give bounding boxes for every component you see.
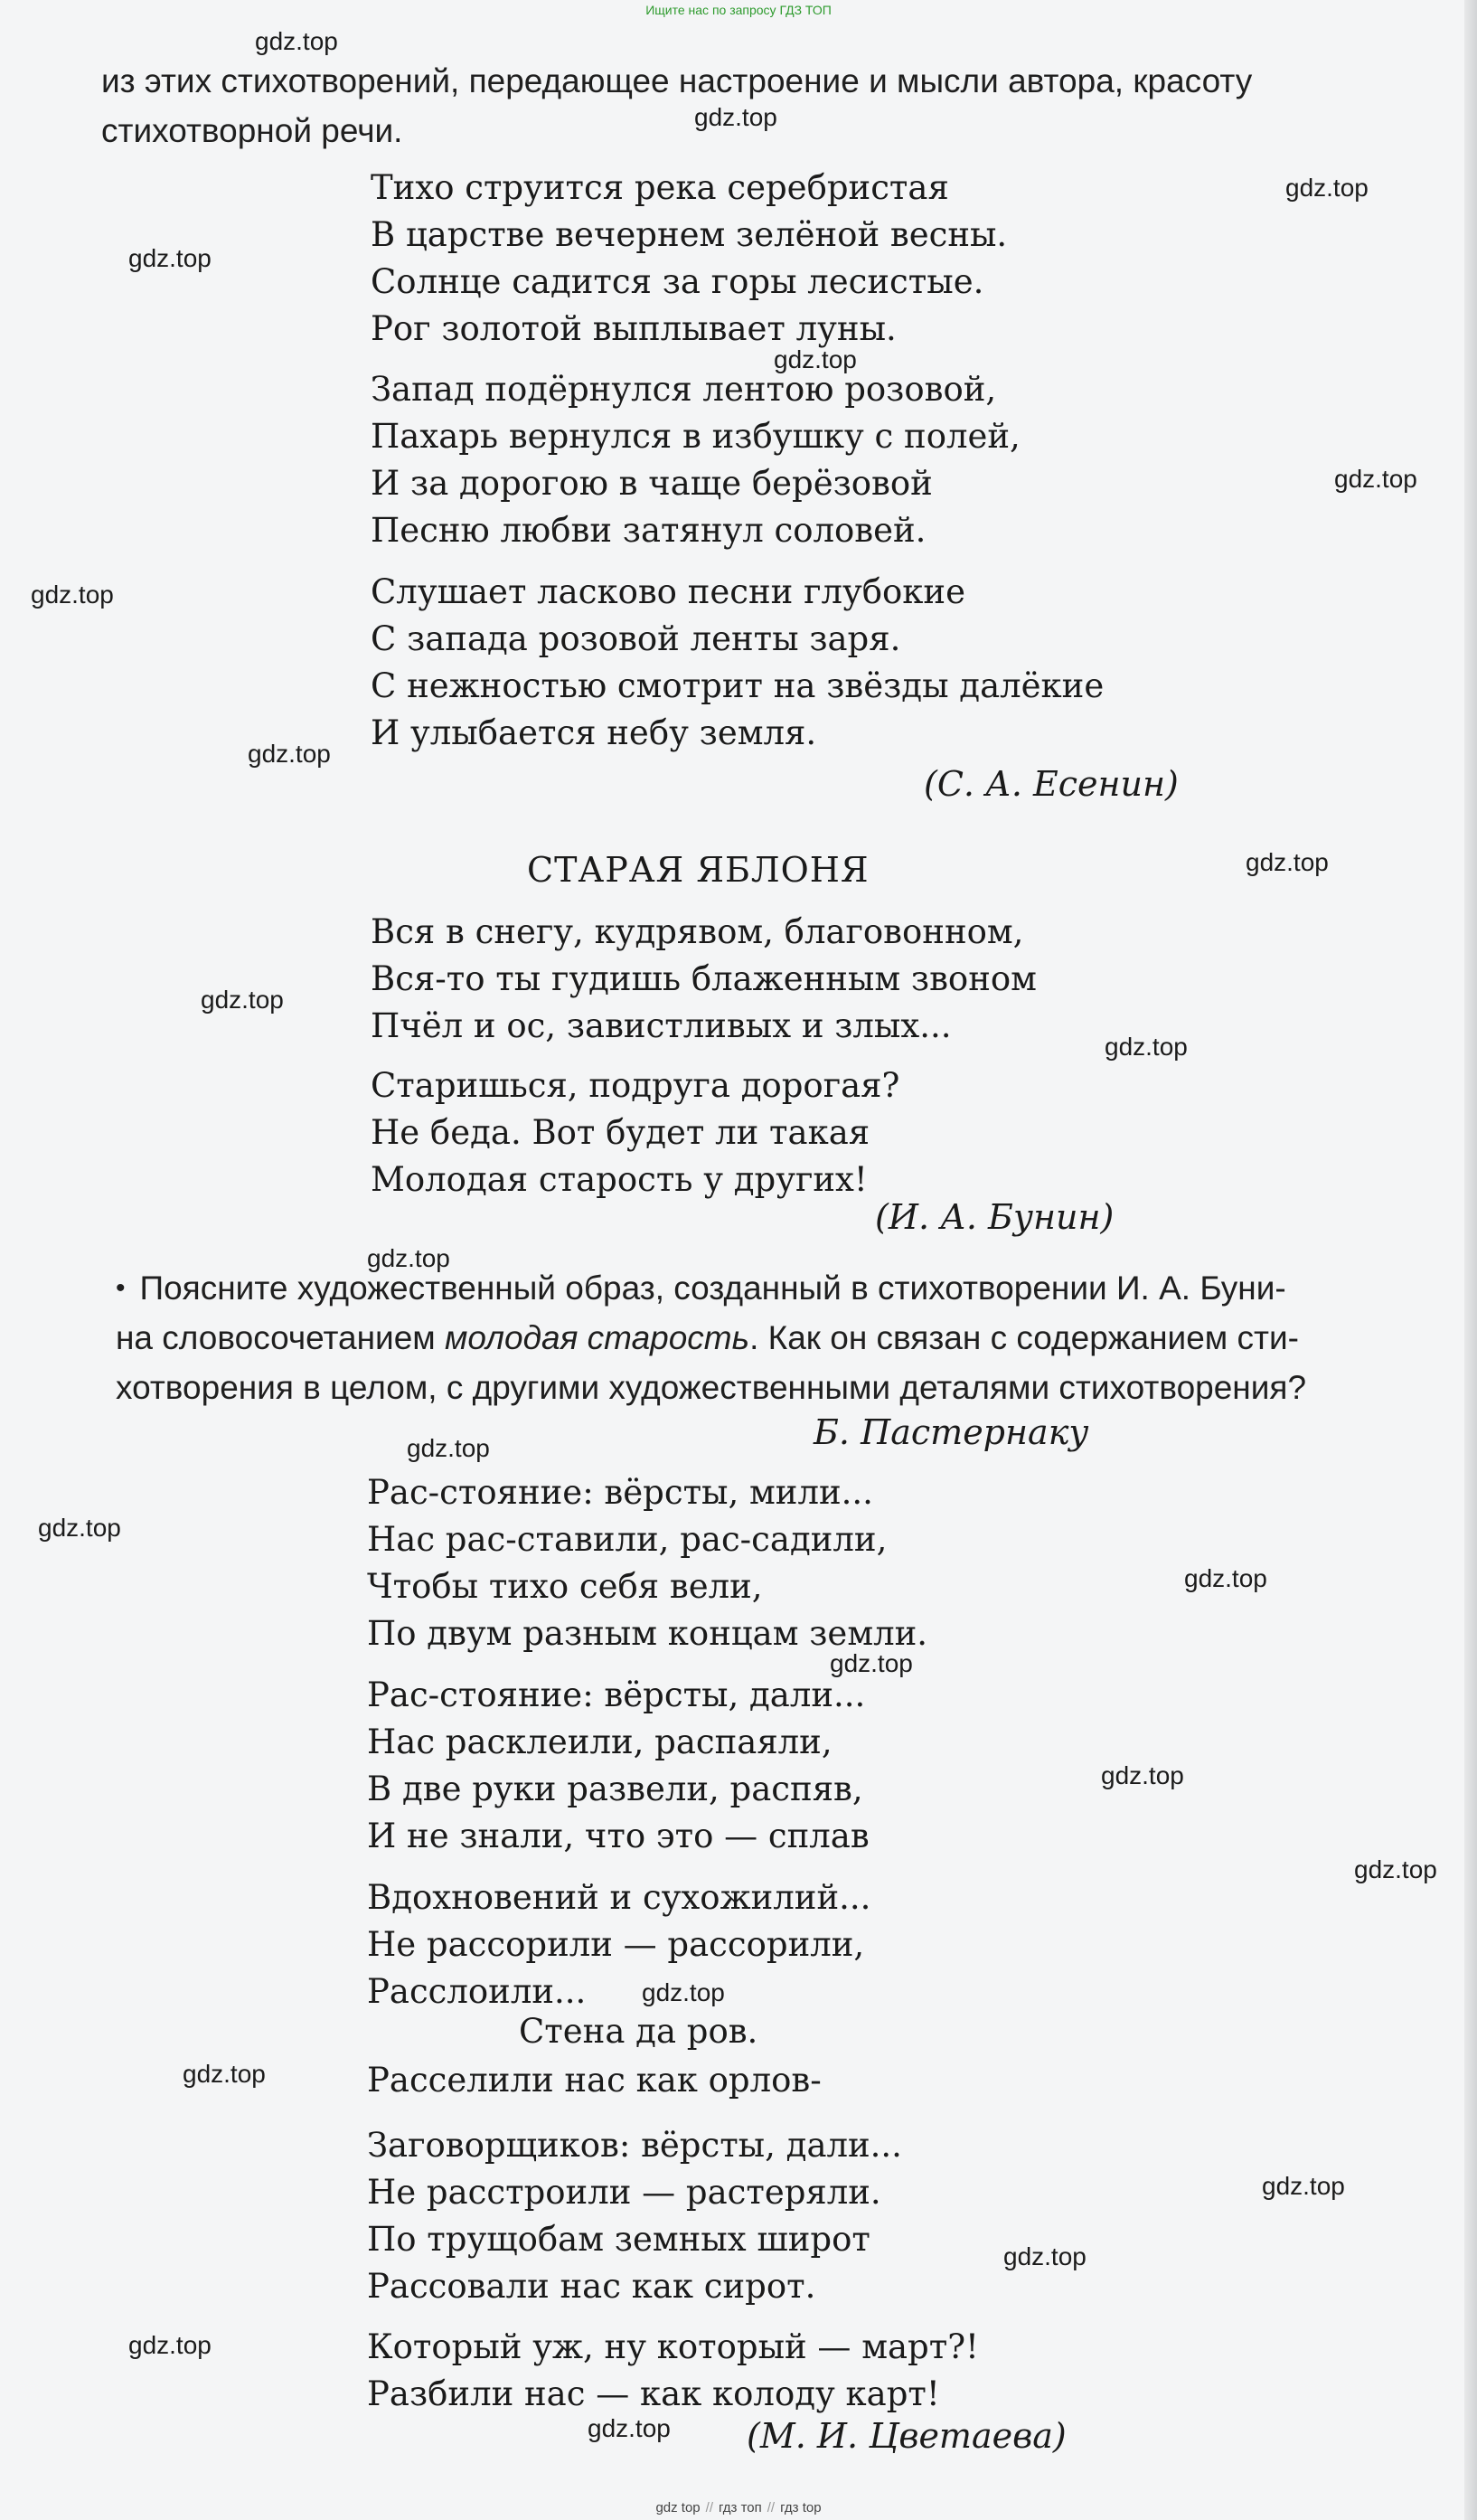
watermark: gdz.top (830, 1649, 913, 1677)
watermark: gdz.top (1184, 1564, 1267, 1592)
watermark: gdz.top (1354, 1855, 1437, 1883)
poem-line: Расслоили... (367, 1972, 587, 2011)
watermark: gdz.top (642, 1978, 725, 2006)
poem-line: Который уж, ну который — март?! (367, 2327, 979, 2366)
poem3-stanza-5 (367, 2122, 902, 2310)
poem-line: Песню любви затянул соловей. (371, 511, 927, 550)
watermark: gdz.top (1105, 1033, 1188, 1061)
poem1-stanza-1 (371, 165, 1007, 353)
page-edge (1464, 0, 1477, 2520)
poem2-stanza-1 (371, 909, 1037, 1050)
poem-line: Чтобы тихо себя вели, (367, 1567, 763, 1606)
poem2-author: (И. А. Бунин) (875, 1197, 1115, 1237)
watermark: gdz.top (31, 580, 114, 609)
bottom-banner[interactable] (0, 2496, 1477, 2520)
poem-line: Рас-стояние: вёрсты, мили... (367, 1473, 873, 1512)
poem-line: Солнце садится за горы лесистые. (371, 262, 984, 301)
bottom-link[interactable]: gdz top (655, 2500, 701, 2515)
watermark: gdz.top (407, 1434, 490, 1462)
poem-line: В царстве вечернем зелёной весны. (371, 215, 1008, 254)
watermark: gdz.top (367, 1244, 450, 1272)
poem3-indented-line: Стена да ров. (519, 2012, 758, 2051)
poem-line: Не расстроили — растеряли. (367, 2173, 881, 2212)
watermark: gdz.top (588, 2414, 671, 2442)
poem1-stanza-3 (371, 569, 1104, 757)
poem-line: Рас-стояние: вёрсты, дали... (367, 1675, 866, 1714)
poem-line: И не знали, что это — сплав (367, 1817, 870, 1855)
task-line: хотворения в целом, с другими художественными деталями стихотворения? (116, 1369, 1307, 1406)
task-line-text: Поясните художественный образ, созданный в стихотворении И. А. Буни- (139, 1269, 1286, 1307)
bullet-icon: • (116, 1273, 126, 1303)
task-line (116, 1263, 1417, 1313)
poem3-stanza-1 (367, 1469, 927, 1657)
watermark: gdz.top (38, 1514, 121, 1542)
poem-line: Слушает ласково песни глубокие (371, 572, 965, 611)
poem-line: С запада розовой ленты заря. (371, 619, 901, 658)
task-line-text: . Как он связан с содержанием сти- (749, 1319, 1299, 1356)
poem-line: С нежностью смотрит на звёзды далёкие (371, 666, 1105, 705)
task-line (116, 1313, 1417, 1363)
poem3-author: (М. И. Цветаева) (747, 2416, 1067, 2456)
poem-line: По двум разным концам земли. (367, 1614, 928, 1653)
watermark: gdz.top (774, 345, 857, 373)
poem-line: Нас расклеили, распаяли, (367, 1722, 833, 1761)
poem-line: Вдохновений и сухожилий... (367, 1878, 871, 1917)
poem-line: Тихо струится река серебристая (371, 168, 949, 207)
separator: // (767, 2500, 776, 2515)
poem3-stanza-6 (367, 2324, 979, 2418)
poem3-dedication: Б. Пастернаку (814, 1412, 1089, 1452)
poem1-author: (С. А. Есенин) (924, 764, 1179, 804)
task-line-text: на словосочетанием (116, 1319, 446, 1356)
watermark: gdz.top (1334, 465, 1417, 493)
poem-line: И за дорогою в чаще берёзовой (371, 464, 933, 503)
poem-line: Пчёл и ос, завистливых и злых... (371, 1006, 952, 1045)
task-emphasis: молодая старость (445, 1319, 750, 1356)
poem-line: Рог золотой выплывает луны. (371, 309, 897, 348)
poem-line: Не рассорили — рассорили, (367, 1925, 865, 1964)
watermark: gdz.top (128, 2331, 212, 2359)
watermark: gdz.top (1246, 848, 1329, 876)
poem-line: В две руки развели, распяв, (367, 1770, 863, 1808)
poem-line: Разбили нас — как колоду карт! (367, 2374, 940, 2413)
separator: // (705, 2500, 713, 2515)
poem-line: Вся в снегу, кудрявом, благовонном, (371, 912, 1024, 951)
intro-line: из этих стихотворений, передающее настроение и мысли автора, красоту (101, 62, 1253, 99)
poem3-stanza-3 (367, 1874, 870, 2015)
intro-line: стихотворной речи. (101, 112, 403, 149)
poem3-stanza-2 (367, 1672, 870, 1860)
watermark: gdz.top (1101, 1761, 1184, 1789)
poem-line: Вся-то ты гудишь блаженным звоном (371, 959, 1037, 998)
poem-line: Расселили нас как орлов- (367, 2061, 822, 2100)
watermark: gdz.top (248, 740, 331, 768)
top-banner[interactable]: Ищите нас по запросу ГДЗ ТОП (645, 3, 832, 17)
watermark: gdz.top (694, 103, 777, 131)
poem-line: Нас рас-ставили, рас-садили, (367, 1520, 888, 1559)
poem-line: Рассовали нас как сирот. (367, 2267, 816, 2306)
poem-line: Заговорщиков: вёрсты, дали... (367, 2126, 902, 2165)
poem3-stanza-4 (367, 2057, 822, 2104)
watermark: gdz.top (183, 2060, 266, 2088)
poem-line: И улыбается небу земля. (371, 713, 817, 752)
watermark: gdz.top (128, 244, 212, 272)
poem-line: По трущобам земных широт (367, 2220, 870, 2259)
poem-line: Запад подёрнулся лентою розовой, (371, 370, 997, 409)
poem-line: Не беда. Вот будет ли такая (371, 1113, 870, 1152)
bottom-link[interactable]: гдз top (780, 2500, 822, 2515)
poem-line: Молодая старость у других! (371, 1160, 868, 1199)
watermark: gdz.top (201, 986, 284, 1014)
watermark: gdz.top (1262, 2172, 1345, 2200)
poem-line: Пахарь вернулся в избушку с полей, (371, 417, 1021, 456)
watermark: gdz.top (1285, 174, 1369, 202)
poem-line: Старишься, подруга дорогая? (371, 1066, 900, 1105)
task-text (116, 1263, 1417, 1412)
poem2-stanza-2 (371, 1062, 899, 1203)
watermark: gdz.top (255, 27, 338, 55)
poem2-title: СТАРАЯ ЯБЛОНЯ (527, 850, 870, 890)
poem1-stanza-2 (371, 366, 1021, 554)
watermark: gdz.top (1003, 2242, 1087, 2270)
bottom-link[interactable]: гдз топ (719, 2500, 762, 2515)
